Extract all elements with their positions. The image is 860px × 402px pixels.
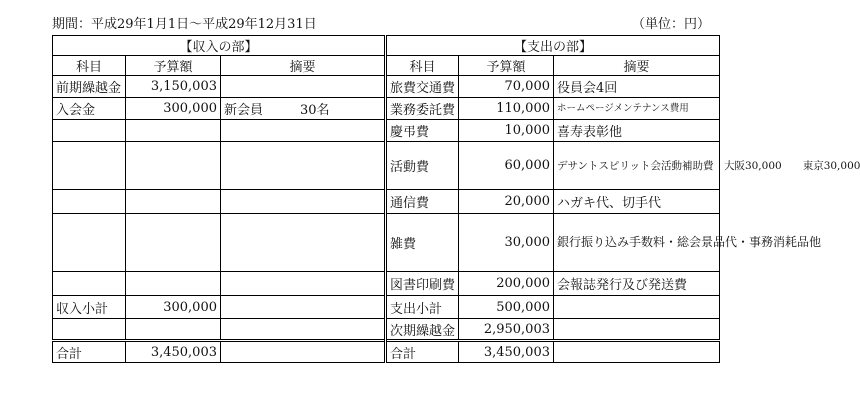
unit-text: （単位：円） bbox=[631, 17, 710, 32]
income-subject bbox=[53, 190, 126, 214]
expense-subject: 業務委託費 bbox=[386, 98, 459, 120]
period-text: 期間：平成29年1月1日～平成29年12月31日 bbox=[52, 17, 317, 32]
expense-memo: 喜寿表彰他 bbox=[554, 120, 720, 142]
income-subject bbox=[53, 319, 126, 341]
expense-col-memo: 摘要 bbox=[554, 56, 720, 76]
income-total-value: 3,450,003 bbox=[126, 341, 221, 363]
income-budget bbox=[126, 319, 221, 341]
income-total-label: 合計 bbox=[53, 341, 126, 363]
income-col-budget: 予算額 bbox=[126, 56, 221, 76]
expense-budget: 10,000 bbox=[459, 120, 554, 142]
income-subject: 前期繰越金 bbox=[53, 76, 126, 98]
expense-budget: 110,000 bbox=[459, 98, 554, 120]
expense-budget: 30,000 bbox=[459, 214, 554, 272]
income-memo bbox=[221, 98, 386, 120]
expense-budget: 20,000 bbox=[459, 190, 554, 214]
table-row bbox=[53, 214, 720, 272]
expense-memo: 銀行振り込み手数料・総会景品代・事務消耗品他 bbox=[554, 214, 720, 272]
expense-budget: 60,000 bbox=[459, 142, 554, 190]
subtotal-row bbox=[53, 296, 720, 319]
expense-subject: 図書印刷費 bbox=[386, 272, 459, 296]
expense-memo: 会報誌発行及び発送費 bbox=[554, 272, 720, 296]
table-row bbox=[53, 120, 720, 142]
expense-subject: 活動費 bbox=[386, 142, 459, 190]
income-memo bbox=[221, 272, 386, 296]
income-col-subject: 科目 bbox=[53, 56, 126, 76]
expense-subtotal-value: 500,000 bbox=[459, 296, 554, 319]
total-row bbox=[53, 341, 720, 363]
income-budget bbox=[126, 120, 221, 142]
income-subject bbox=[53, 142, 126, 190]
income-budget bbox=[126, 272, 221, 296]
income-memo-label: 新会員 bbox=[224, 103, 264, 118]
income-memo bbox=[221, 319, 386, 341]
expense-subject: 通信費 bbox=[386, 190, 459, 214]
income-subject bbox=[53, 272, 126, 296]
income-budget bbox=[126, 214, 221, 272]
expense-memo bbox=[554, 341, 720, 363]
table-row bbox=[53, 272, 720, 296]
income-budget bbox=[126, 190, 221, 214]
income-budget: 300,000 bbox=[126, 98, 221, 120]
income-subtotal-label: 収入小計 bbox=[53, 296, 126, 319]
income-subject bbox=[53, 120, 126, 142]
expense-budget: 70,000 bbox=[459, 76, 554, 98]
expense-memo: ハガキ代、切手代 bbox=[554, 190, 720, 214]
income-col-memo: 摘要 bbox=[221, 56, 386, 76]
income-memo bbox=[221, 76, 386, 98]
expense-subject: 慶弔費 bbox=[386, 120, 459, 142]
budget-table bbox=[52, 35, 860, 363]
expense-col-subject: 科目 bbox=[386, 56, 459, 76]
expense-subject: 雑費 bbox=[386, 214, 459, 272]
table-row bbox=[53, 190, 720, 214]
income-memo bbox=[221, 341, 386, 363]
expense-total-value: 3,450,003 bbox=[459, 341, 554, 363]
income-budget bbox=[126, 142, 221, 190]
expense-col-budget: 予算額 bbox=[459, 56, 554, 76]
table-row bbox=[53, 76, 720, 98]
expense-memo bbox=[554, 296, 720, 319]
expense-memo bbox=[554, 319, 720, 341]
table-row bbox=[53, 98, 720, 120]
expense-subject: 旅費交通費 bbox=[386, 76, 459, 98]
table-row bbox=[53, 142, 720, 190]
expense-carryover-label: 次期繰越金 bbox=[386, 319, 459, 341]
expense-total-label: 合計 bbox=[386, 341, 459, 363]
income-budget: 3,150,003 bbox=[126, 76, 221, 98]
expense-memo: 役員会4回 bbox=[554, 76, 720, 98]
expense-memo: デサントスピリット会活動補助費 大阪30,000 東京30,000 bbox=[554, 142, 720, 190]
income-subtotal-value: 300,000 bbox=[126, 296, 221, 319]
income-memo bbox=[221, 120, 386, 142]
carryover-row bbox=[53, 319, 720, 341]
expense-carryover-value: 2,950,003 bbox=[459, 319, 554, 341]
expense-section-header: 【支出の部】 bbox=[386, 36, 720, 56]
income-section-header: 【収入の部】 bbox=[53, 36, 386, 56]
expense-budget: 200,000 bbox=[459, 272, 554, 296]
expense-subtotal-label: 支出小計 bbox=[386, 296, 459, 319]
income-memo bbox=[221, 190, 386, 214]
expense-memo: ホームページメンテナンス費用 bbox=[554, 98, 720, 120]
income-memo bbox=[221, 296, 386, 319]
income-memo bbox=[221, 142, 386, 190]
income-memo-count: 30名 bbox=[300, 103, 330, 118]
income-memo bbox=[221, 214, 386, 272]
income-subject: 入会金 bbox=[53, 98, 126, 120]
income-subject bbox=[53, 214, 126, 272]
